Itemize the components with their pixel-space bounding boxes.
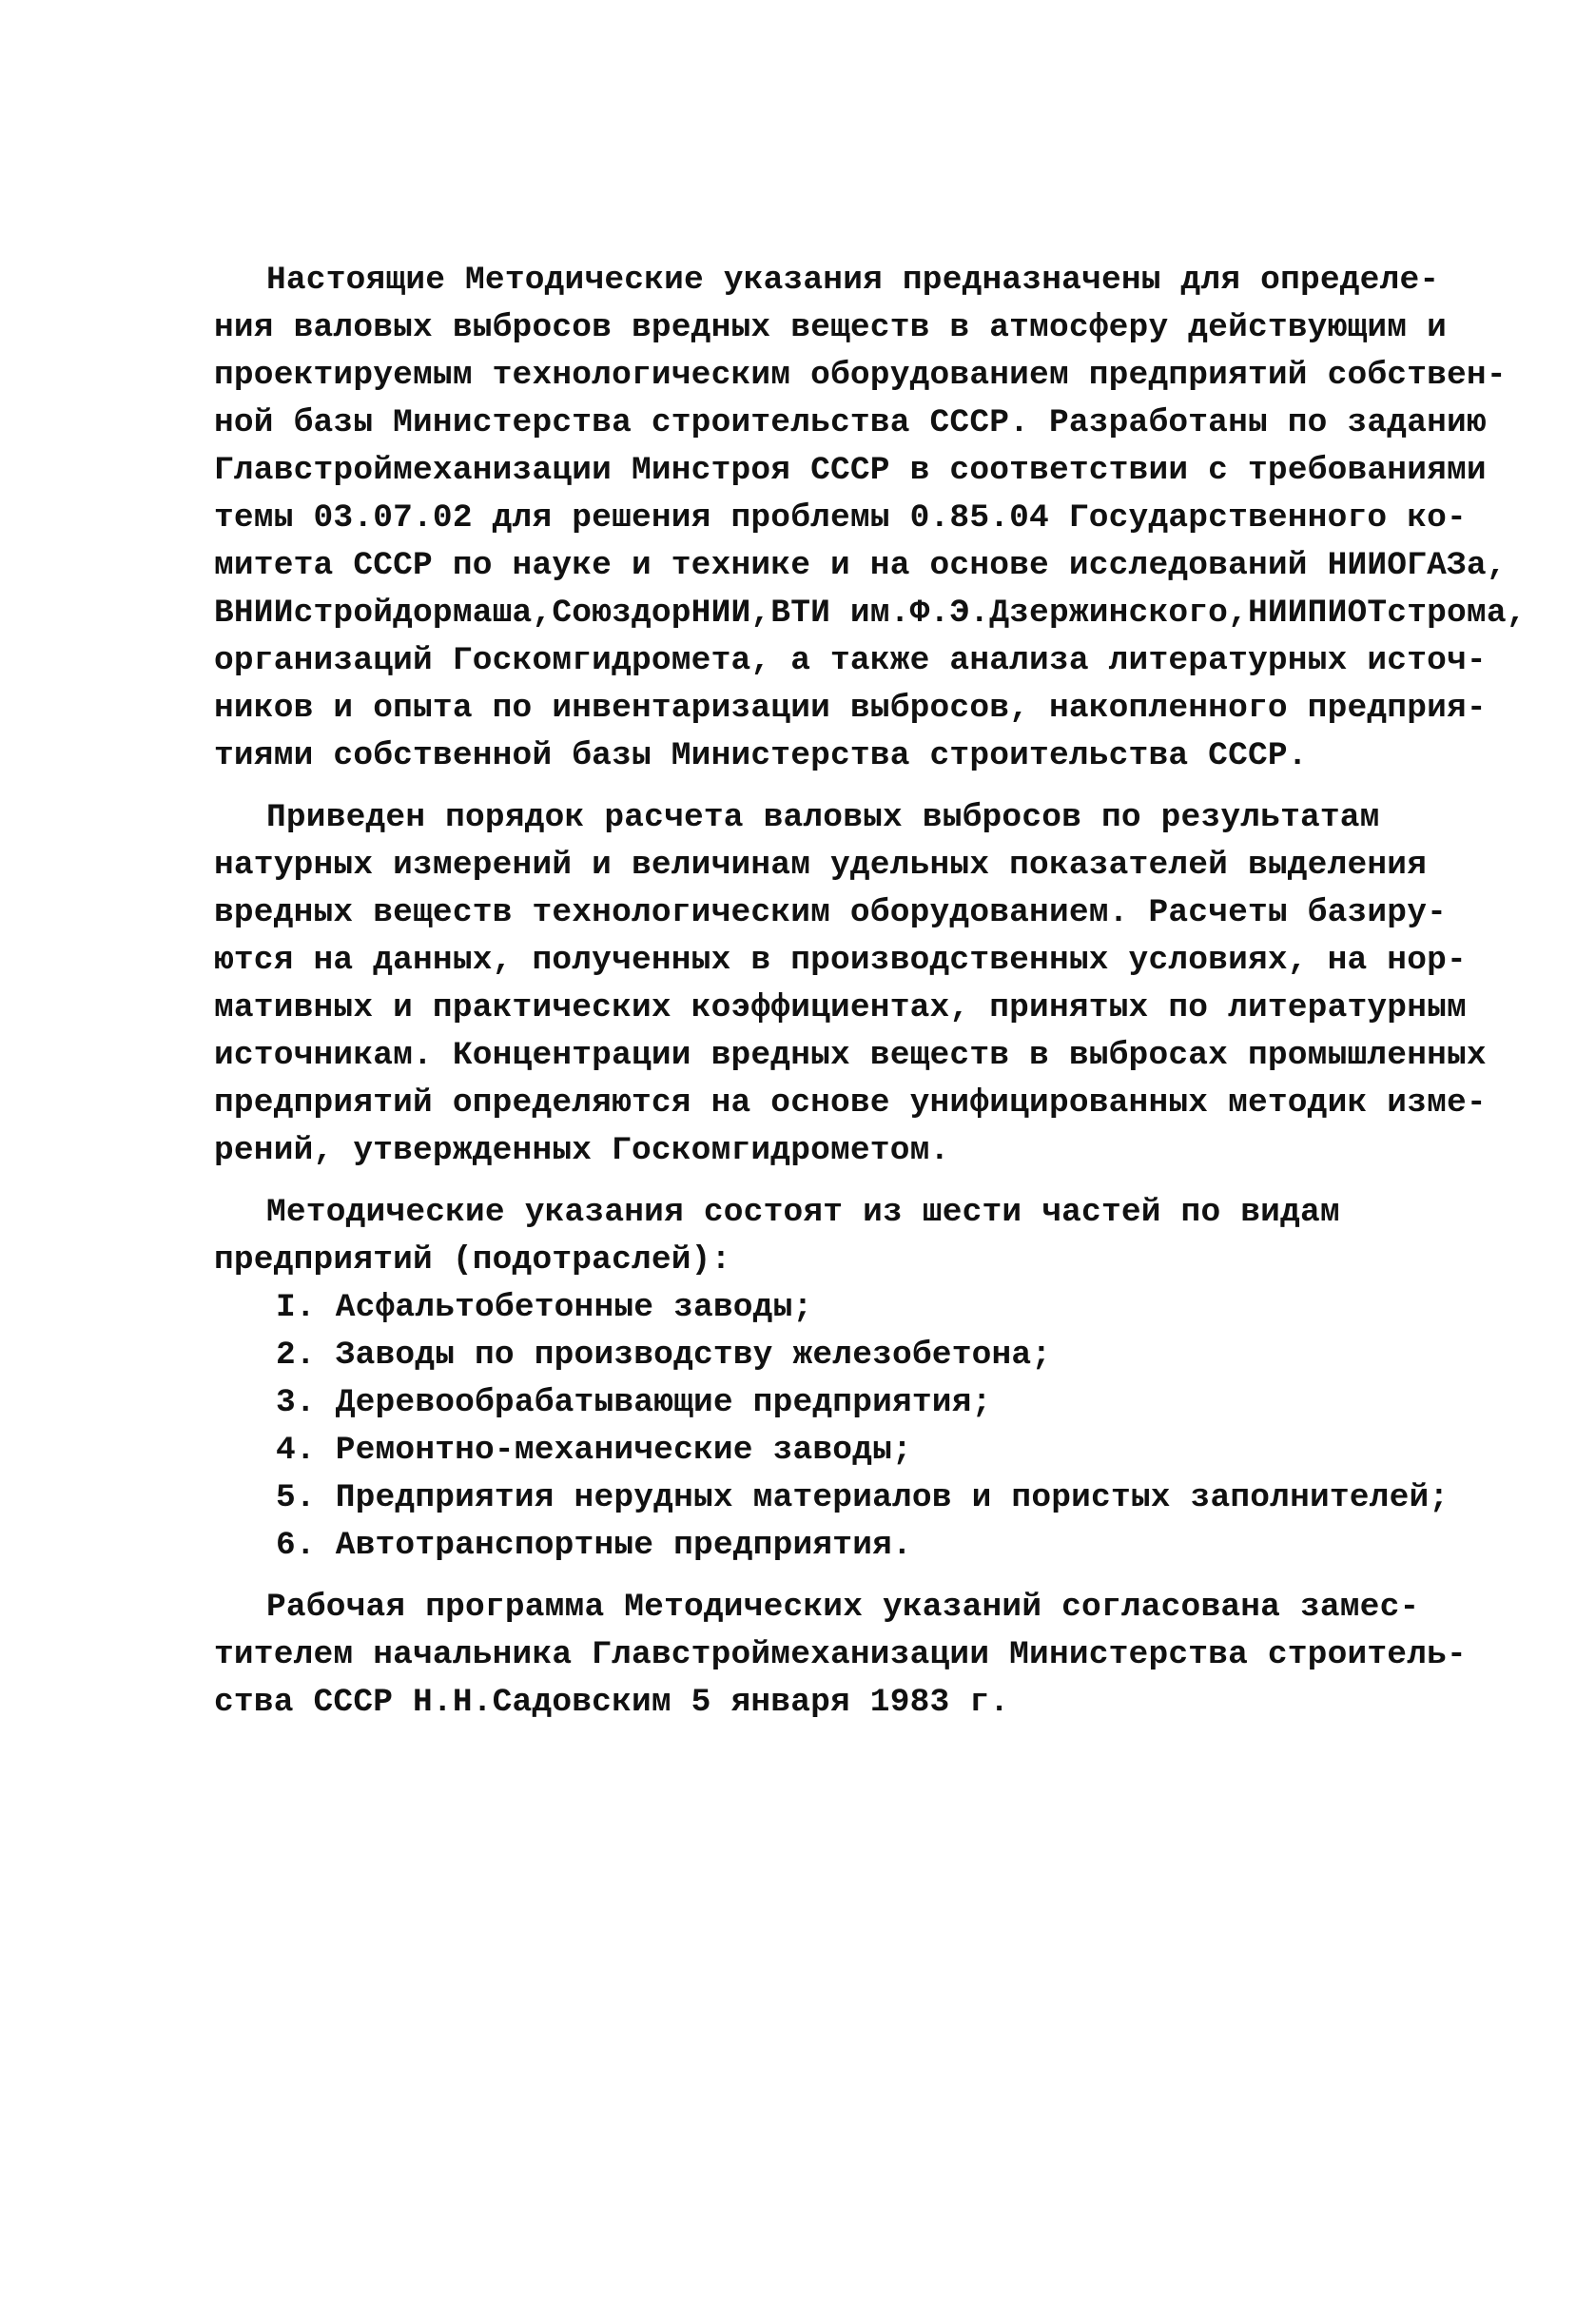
text-line: ния валовых выбросов вредных веществ в атмосферу действующим и — [214, 309, 1448, 346]
text-line: ников и опыта по инвентаризации выбросов, накопленного предприя- — [214, 690, 1487, 727]
list-item: 6. Автотранспортные предприятия. — [276, 1527, 912, 1564]
text-line: проектируемым технологическим оборудованием предприятий собствен- — [214, 357, 1507, 394]
text-line: организаций Госкомгидромета, а также анализа литературных источ- — [214, 642, 1487, 679]
text-line: ВНИИстройдормаша,СоюздорНИИ,ВТИ им.Ф.Э.Дзержинского,НИИПИОТстрома, — [214, 595, 1527, 632]
list-item: 3. Деревообрабатывающие предприятия; — [276, 1384, 992, 1421]
text-line: митета СССР по науке и технике и на основе исследований НИИОГАЗа, — [214, 547, 1507, 584]
text-line: мативных и практических коэффициентах, принятых по литературным — [214, 989, 1467, 1026]
list-item: 4. Ремонтно-механические заводы; — [276, 1432, 912, 1469]
text-line: вредных веществ технологическим оборудованием. Расчеты базиру- — [214, 894, 1448, 931]
text-line: ются на данных, полученных в производственных условиях, на нор- — [214, 942, 1467, 979]
text-line: предприятий (подотраслей): — [214, 1241, 731, 1279]
text-line: источникам. Концентрации вредных веществ в выбросах промышленных — [214, 1037, 1487, 1074]
list-item: 5. Предприятия нерудных материалов и пористых заполнителей; — [276, 1479, 1450, 1516]
list-item: 2. Заводы по производству железобетона; — [276, 1337, 1052, 1374]
text-line: Методические указания состоят из шести частей по видам — [266, 1194, 1340, 1231]
text-line: Главстроймеханизации Минстроя СССР в соответствии с требованиями — [214, 452, 1487, 489]
text-line: натурных измерений и величинам удельных показателей выделения — [214, 847, 1428, 884]
text-line: Приведен порядок расчета валовых выбросов по результатам — [266, 799, 1380, 836]
text-line: предприятий определяются на основе унифицированных методик изме- — [214, 1084, 1487, 1122]
list-item: I. Асфальтобетонные заводы; — [276, 1289, 813, 1326]
text-line: Рабочая программа Методических указаний согласована замес- — [266, 1589, 1420, 1626]
text-line: темы 03.07.02 для решения проблемы 0.85.04 Государственного ко- — [214, 499, 1467, 537]
text-line: ной базы Министерства строительства СССР. Разработаны по заданию — [214, 404, 1487, 441]
text-line: ства СССР Н.Н.Садовским 5 января 1983 г. — [214, 1684, 1010, 1721]
text-line: тиями собственной базы Министерства строительства СССР. — [214, 737, 1308, 774]
text-line: Настоящие Методические указания предназначены для определе- — [266, 262, 1440, 299]
text-line: рений, утвержденных Госкомгидрометом. — [214, 1132, 950, 1169]
text-line: тителем начальника Главстроймеханизации Министерства строитель- — [214, 1636, 1467, 1673]
